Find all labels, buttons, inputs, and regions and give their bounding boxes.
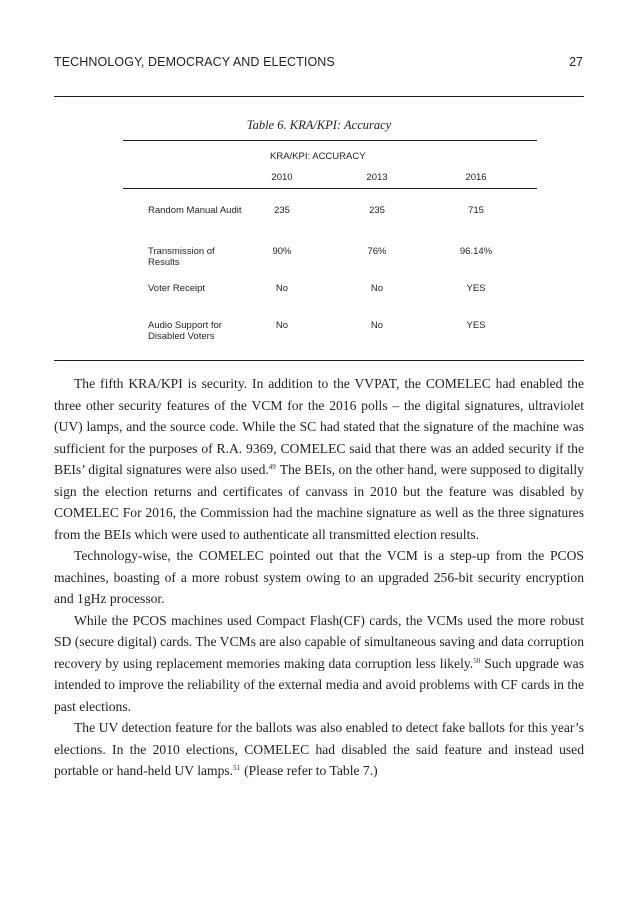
paragraph-text: Such upgrade was intended to improve the reliability of the external media and avoid problems with CF cards in the past elections. <box>54 655 584 714</box>
table-top-rule <box>123 140 537 141</box>
page-number: 27 <box>569 55 583 69</box>
footnote-ref-50: 50 <box>473 656 481 665</box>
table-cell: 235 <box>274 205 290 216</box>
footnote-ref-51: 51 <box>233 764 241 772</box>
paragraph <box>54 717 584 782</box>
paragraph <box>54 373 584 545</box>
table-cell: 96.14% <box>459 246 493 257</box>
table-cell: 76% <box>367 246 387 257</box>
column-header-2016: 2016 <box>465 172 487 183</box>
row-label-audio-support: Audio Support for Disabled Voters <box>148 320 222 342</box>
table-cell: YES <box>466 283 486 294</box>
paragraph <box>54 545 584 610</box>
paragraph-text: Technology-wise, the COMELEC pointed out that the VCM is a step-up from the PCOS machines, boasting of a more robust system owing to an upgraded 256-bit security encryption and 1gHz processor. <box>54 548 584 606</box>
paragraph <box>54 610 584 718</box>
table-caption: Table 6. KRA/KPI: Accuracy <box>246 118 392 132</box>
paragraph-text: The BEIs, on the other hand, were supposed to digitally sign the election returns and certificates of canvass in 2010 but the feature was disabled by COMELEC For 2016, the Commission had the machine signature as well as the three signatures from the BEIs which were used to authenticate all transmitted election results. <box>54 462 584 542</box>
table-cell: No <box>370 320 384 331</box>
body-text <box>54 373 584 782</box>
header-rule <box>54 96 584 97</box>
footnote-ref-49: 49 <box>268 463 276 471</box>
column-header-2013: 2013 <box>366 172 388 183</box>
table-cell: 715 <box>468 205 484 216</box>
paragraph-text: While the PCOS machines used Compact Flash(CF) cards, the VCMs used the more robust SD (secure digital) cards. The VCMs are also capable of simultaneous saving and data corruption recovery by using replacement memories making data corruption less likely. <box>54 612 584 671</box>
table-header-rule <box>123 188 537 189</box>
row-label-random-manual-audit: Random Manual Audit <box>148 205 242 216</box>
paragraph-text: The fifth KRA/KPI is security. In addition to the VVPAT, the COMELEC had enabled the three other security features of the VCM for the 2016 polls – the digital signatures, ultraviolet (UV) lamps, and the source code. While the SC had stated that the signature of the machine was sufficient for the purposes of R.A. 9369, COMELEC said that there was an added security if the BEIs’ digital signatures were also used. <box>54 376 584 477</box>
paragraph-text: (Please refer to Table 7.) <box>244 763 378 778</box>
table-cell: No <box>370 283 384 294</box>
table-cell: 90% <box>272 246 292 257</box>
table-bottom-rule <box>54 360 584 361</box>
paragraph-text: The UV detection feature for the ballots was also enabled to detect fake ballots for this year’s elections. In the 2010 elections, COMELEC had disabled the said feature and instead used portable or hand-held UV lamps. <box>54 720 584 778</box>
column-header-2010: 2010 <box>271 172 293 183</box>
row-label-transmission-of-results: Transmission of Results <box>148 246 215 268</box>
row-label-voter-receipt: Voter Receipt <box>148 283 206 294</box>
table-cell: No <box>275 283 289 294</box>
table-cell: YES <box>466 320 486 331</box>
table-group-label: KRA/KPI: ACCURACY <box>270 151 366 162</box>
table-cell: No <box>275 320 289 331</box>
running-header-title: TECHNOLOGY, DEMOCRACY AND ELECTIONS <box>54 55 335 69</box>
table-cell: 235 <box>369 205 385 216</box>
